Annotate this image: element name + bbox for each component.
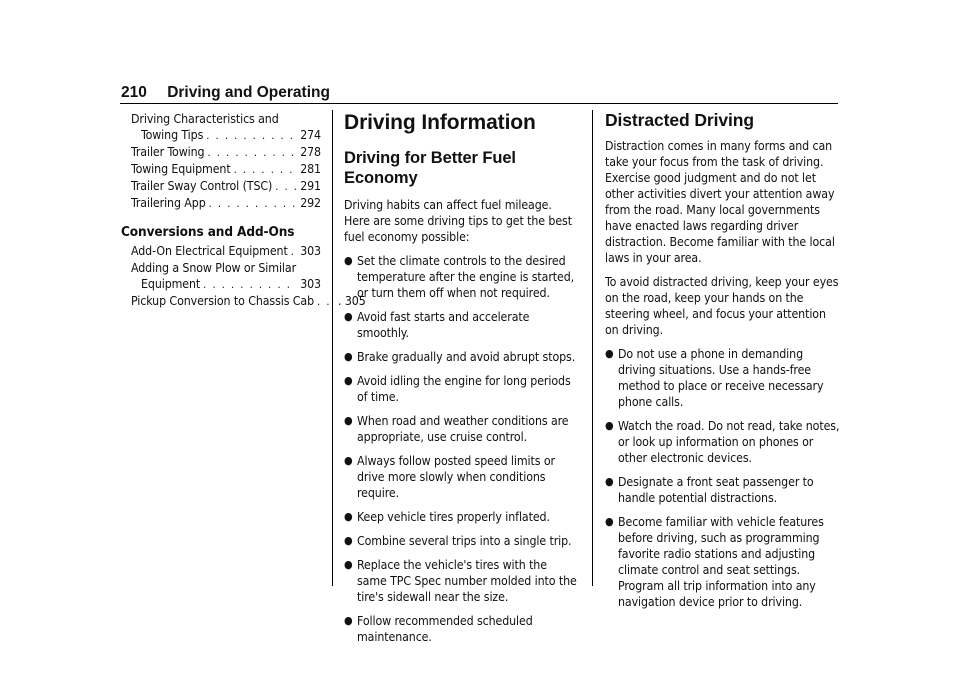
toc-section-heading: Conversions and Add-Ons — [121, 224, 295, 240]
distraction-tips-list — [605, 346, 840, 610]
list-item — [344, 613, 579, 645]
bullet-icon: ● — [344, 454, 353, 467]
toc-entry[interactable] — [121, 144, 321, 161]
page-header — [121, 84, 330, 102]
toc-entry[interactable] — [121, 276, 321, 293]
toc-page-number: 274 — [300, 128, 321, 142]
leader-dots — [206, 128, 297, 144]
toc-page-number: 291 — [300, 179, 321, 193]
list-item-text: Keep vehicle tires properly inflated. — [357, 510, 550, 524]
bullet-icon: ● — [344, 558, 353, 571]
list-item-text: When road and weather conditions are appropriate, use cruise control. — [357, 414, 569, 444]
list-item-text: Combine several trips into a single trip. — [357, 534, 572, 548]
toc-entry[interactable] — [121, 111, 321, 127]
section-heading: Driving Information — [344, 111, 536, 134]
toc-page-number: . 305 — [338, 294, 366, 308]
list-item — [344, 309, 579, 341]
list-item-text: Replace the vehicle's tires with the same TPC Spec number molded into the tire's sidewall near the size. — [357, 558, 577, 604]
toc-entry-label: Pickup Conversion to Chassis Cab — [131, 294, 315, 308]
toc-entry-label: Driving Characteristics and — [131, 112, 279, 126]
bullet-icon: ● — [344, 310, 353, 323]
list-item — [605, 514, 840, 610]
body-paragraph: To avoid distracted driving, keep your eyes on the road, keep your hands on the steering wheel, and focus your attention on driving. — [605, 275, 839, 337]
toc-page-number: 303 — [300, 244, 321, 258]
bullet-icon: ● — [605, 419, 614, 432]
distracted-driving-column — [605, 110, 840, 618]
intro-paragraph: Driving habits can affect fuel mileage. Here are some driving tips to get the best fuel economy possible: — [344, 198, 572, 244]
header-rule — [120, 103, 838, 104]
body-paragraph: Distraction comes in many forms and can take your focus from the task of driving. Exercise good judgment and do not let other activities divert your attention away from the road. Many local governments have enacted laws regarding driver distraction. Become familiar with the local laws in your area. — [605, 139, 835, 265]
toc-entry[interactable] — [121, 260, 321, 276]
toc-entry-label: Trailer Sway Control (TSC) — [131, 179, 273, 193]
toc-entry-label: Equipment — [141, 277, 201, 291]
toc-entry[interactable] — [121, 178, 321, 195]
toc-page-number: 303 — [300, 277, 321, 291]
list-item — [344, 413, 579, 445]
bullet-icon: ● — [344, 510, 353, 523]
list-item-text: Watch the road. Do not read, take notes, or look up information on phones or other electronic devices. — [618, 419, 840, 465]
toc-column — [121, 111, 366, 310]
list-item-text: Designate a front seat passenger to handle potential distractions. — [618, 475, 814, 505]
bullet-icon: ● — [344, 414, 353, 427]
toc-entry-label: Towing Tips — [141, 128, 204, 142]
toc-entry[interactable] — [121, 195, 321, 212]
column-divider-right — [592, 110, 593, 586]
leader-dots — [209, 196, 298, 212]
list-item — [344, 349, 579, 365]
list-item-text: Become familiar with vehicle features before driving, such as programming favorite radio stations and adjusting climate control and seat settings. Program all trip information into any navigation device prior to driving. — [618, 515, 824, 609]
toc-entry[interactable] — [121, 243, 321, 260]
leader-dots — [203, 277, 297, 293]
list-item — [344, 253, 579, 301]
list-item-text: Follow recommended scheduled maintenance. — [357, 614, 533, 644]
toc-entry-label: Adding a Snow Plow or Similar — [131, 261, 297, 275]
section-title: Driving and Operating — [167, 84, 330, 101]
bullet-icon: ● — [344, 254, 353, 267]
toc-entry[interactable] — [121, 127, 321, 144]
toc-page-number: 278 — [300, 145, 321, 159]
toc-entry[interactable] — [121, 161, 321, 178]
leader-dots — [291, 244, 298, 260]
leader-dots — [317, 294, 335, 310]
list-item — [344, 533, 579, 549]
fuel-economy-tips-list — [344, 253, 579, 645]
list-item — [605, 418, 840, 466]
list-item-text: Do not use a phone in demanding driving situations. Use a hands-free method to place or receive necessary phone calls. — [618, 347, 824, 409]
list-item — [605, 474, 840, 506]
bullet-icon: ● — [344, 350, 353, 363]
list-item-text: Brake gradually and avoid abrupt stops. — [357, 350, 576, 364]
toc-entry[interactable] — [121, 293, 366, 310]
list-item — [344, 373, 579, 405]
list-item — [344, 453, 579, 501]
bullet-icon: ● — [344, 534, 353, 547]
driving-information-column — [344, 110, 579, 653]
list-item-text: Always follow posted speed limits or drive more slowly when conditions require. — [357, 454, 555, 500]
toc-entry-label: Trailering App — [131, 196, 206, 210]
leader-dots — [275, 179, 297, 195]
list-item-text: Set the climate controls to the desired temperature after the engine is started, or turn them off when not required. — [357, 254, 575, 300]
toc-entry-label: Towing Equipment — [131, 162, 231, 176]
bullet-icon: ● — [605, 347, 614, 360]
column-divider-left — [332, 110, 333, 586]
toc-page-number: 292 — [300, 196, 321, 210]
toc-entry-label: Add-On Electrical Equipment — [131, 244, 288, 258]
list-item — [344, 557, 579, 605]
subsection-heading: Driving for Better Fuel Economy — [344, 149, 516, 187]
bullet-icon: ● — [605, 515, 614, 528]
toc-page-number: 281 — [300, 162, 321, 176]
list-item — [344, 509, 579, 525]
page-number: 210 — [121, 84, 147, 101]
list-item-text: Avoid fast starts and accelerate smoothly. — [357, 310, 530, 340]
leader-dots — [234, 162, 298, 178]
bullet-icon: ● — [605, 475, 614, 488]
bullet-icon: ● — [344, 614, 353, 627]
list-item-text: Avoid idling the engine for long periods of time. — [357, 374, 571, 404]
toc-entry-label: Trailer Towing — [131, 145, 205, 159]
bullet-icon: ● — [344, 374, 353, 387]
leader-dots — [207, 145, 297, 161]
subsection-heading: Distracted Driving — [605, 110, 754, 130]
list-item — [605, 346, 840, 410]
